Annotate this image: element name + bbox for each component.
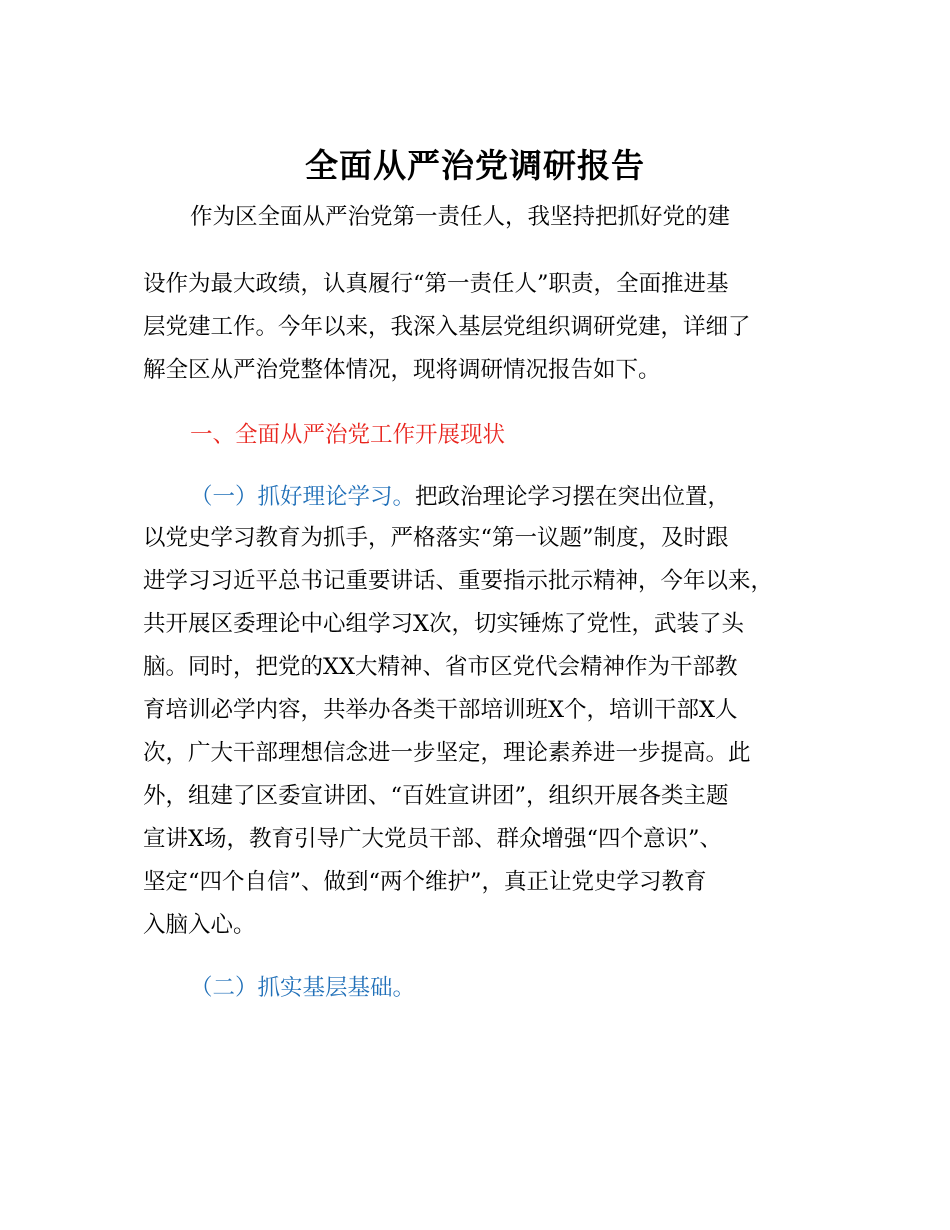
item1-line: 育培训必学内容，共举办各类干部培训班X个，培训干部X人 bbox=[143, 697, 738, 723]
intro-line: 层党建工作。今年以来，我深入基层党组织调研党建，详细了 bbox=[143, 314, 751, 340]
item1-label: （一）抓好理论学习。 bbox=[190, 484, 416, 510]
item1-line: 坚定“四个自信”、做到“两个维护”，真正让党史学习教育 bbox=[143, 869, 707, 895]
page-title: 全面从严治党调研报告 bbox=[305, 146, 645, 185]
item1-line: 脑。同时，把党的XX大精神、省市区党代会精神作为干部教 bbox=[143, 654, 738, 680]
item1-line: 以党史学习教育为抓手，严格落实“第一议题”制度，及时跟 bbox=[143, 525, 729, 551]
item1-line: 共开展区委理论中心组学习X次，切实锤炼了党性，武装了头 bbox=[143, 611, 745, 637]
item1-first-line-text: 把政治理论学习摆在突出位置， bbox=[415, 484, 731, 510]
intro-line: 解全区从严治党整体情况，现将调研情况报告如下。 bbox=[143, 357, 661, 383]
item1-line: 次，广大干部理想信念进一步坚定，理论素养进一步提高。此 bbox=[143, 740, 751, 766]
item1-line: 宣讲X场，教育引导广大党员干部、群众增强“四个意识”、 bbox=[143, 826, 723, 852]
item1-line: 外，组建了区委宣讲团、“百姓宣讲团”，组织开展各类主题 bbox=[143, 783, 729, 809]
item2-label: （二）抓实基层基础。 bbox=[190, 975, 416, 1001]
item1-line: 进学习习近平总书记重要讲话、重要指示批示精神，今年以来， bbox=[143, 568, 774, 594]
item1-first-line bbox=[190, 479, 730, 515]
section-heading: 一、全面从严治党工作开展现状 bbox=[190, 422, 506, 448]
item1-line: 入脑入心。 bbox=[143, 912, 256, 938]
intro-line: 作为区全面从严治党第一责任人，我坚持把抓好党的建 bbox=[190, 204, 731, 230]
intro-line: 设作为最大政绩，认真履行“第一责任人”职责，全面推进基 bbox=[143, 271, 729, 297]
